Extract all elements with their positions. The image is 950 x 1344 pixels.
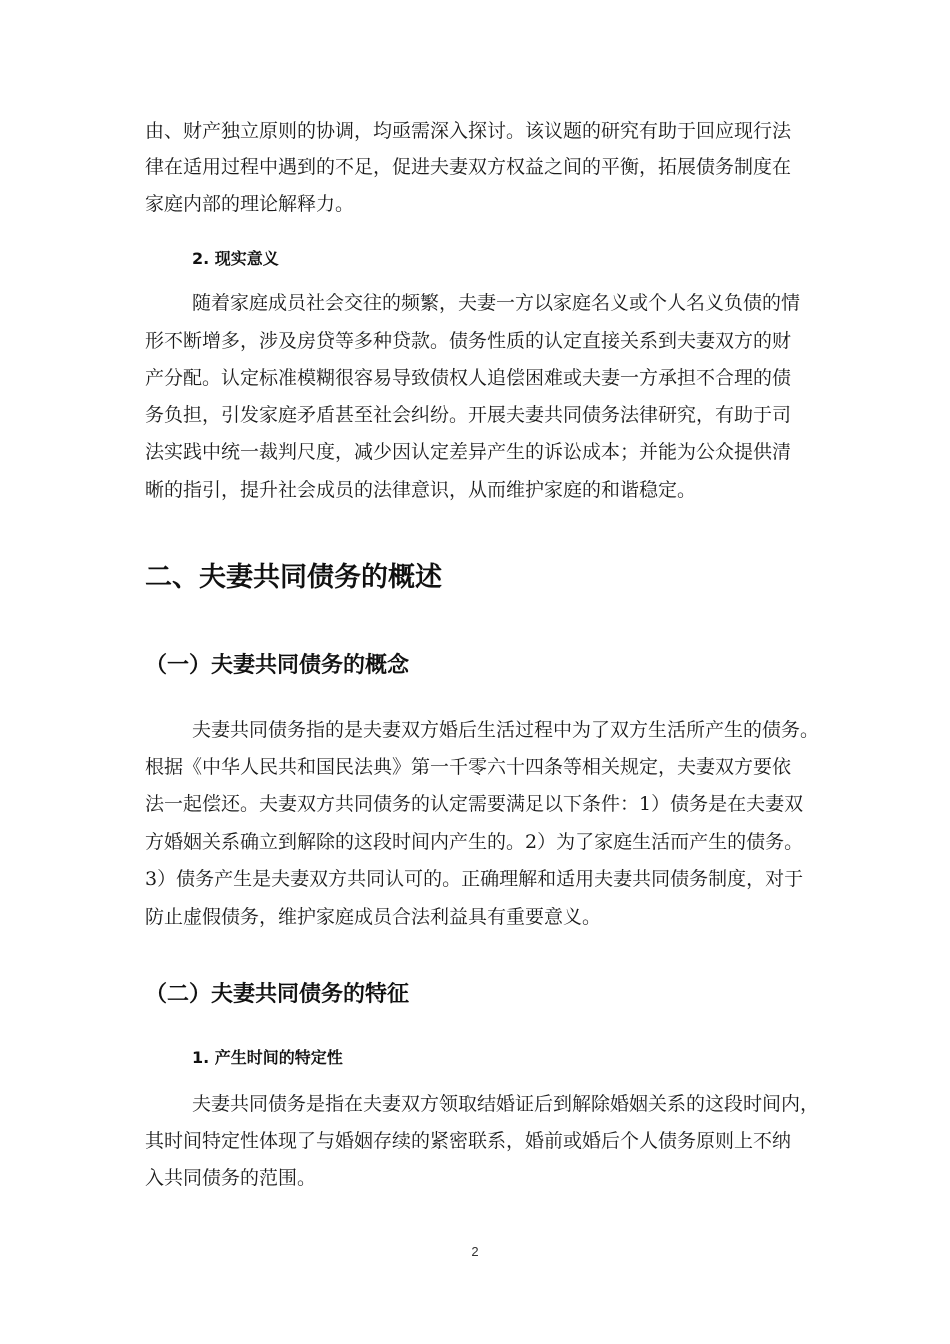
- paragraph-line: 形不断增多，涉及房贷等多种贷款。债务性质的认定直接关系到夫妻双方的财: [145, 330, 792, 352]
- paragraph-line: 法实践中统一裁判尺度，减少因认定差异产生的诉讼成本；并能为公众提供清: [145, 441, 792, 463]
- paragraph-line: 晰的指引，提升社会成员的法律意识，从而维护家庭的和谐稳定。: [145, 479, 697, 501]
- section-title-features: （二）夫妻共同债务的特征: [145, 982, 410, 1007]
- paragraph-line: 法一起偿还。夫妻双方共同债务的认定需要满足以下条件：1）债务是在夫妻双: [145, 793, 804, 815]
- page-number: 2: [471, 1244, 479, 1259]
- paragraph-line: 律在适用过程中遇到的不足，促进夫妻双方权益之间的平衡，拓展债务制度在: [145, 156, 792, 178]
- paragraph-line: 产分配。认定标准模糊很容易导致债权人追偿困难或夫妻一方承担不合理的债: [145, 367, 792, 389]
- heading-practical-significance: 2. 现实意义: [192, 249, 279, 268]
- paragraph-line: 随着家庭成员社会交往的频繁，夫妻一方以家庭名义或个人名义负债的情: [192, 292, 801, 314]
- paragraph-line: 夫妻共同债务是指在夫妻双方领取结婚证后到解除婚姻关系的这段时间内，: [192, 1093, 820, 1115]
- paragraph-line: 务负担，引发家庭矛盾甚至社会纠纷。开展夫妻共同债务法律研究，有助于司: [145, 404, 792, 426]
- paragraph-line: 入共同债务的范围。: [145, 1167, 317, 1189]
- subsection-title-time: 1. 产生时间的特定性: [192, 1048, 343, 1067]
- paragraph-line: 夫妻共同债务指的是夫妻双方婚后生活过程中为了双方生活所产生的债务。: [192, 719, 820, 741]
- paragraph-line: 根据《中华人民共和国民法典》第一千零六十四条等相关规定，夫妻双方要依: [145, 756, 792, 778]
- section-title-concept: （一）夫妻共同债务的概念: [145, 653, 410, 678]
- paragraph-line: 方婚姻关系确立到解除的这段时间内产生的。2）为了家庭生活而产生的债务。: [145, 831, 804, 853]
- paragraph-line: 3）债务产生是夫妻双方共同认可的。正确理解和适用夫妻共同债务制度，对于: [145, 868, 804, 890]
- paragraph-line: 家庭内部的理论解释力。: [145, 193, 355, 215]
- paragraph-line: 防止虚假债务，维护家庭成员合法利益具有重要意义。: [145, 906, 602, 928]
- chapter-title: 二、夫妻共同债务的概述: [145, 562, 442, 593]
- paragraph-line: 由、财产独立原则的协调，均亟需深入探讨。该议题的研究有助于回应现行法: [145, 120, 792, 142]
- paragraph-line: 其时间特定性体现了与婚姻存续的紧密联系，婚前或婚后个人债务原则上不纳: [145, 1130, 792, 1152]
